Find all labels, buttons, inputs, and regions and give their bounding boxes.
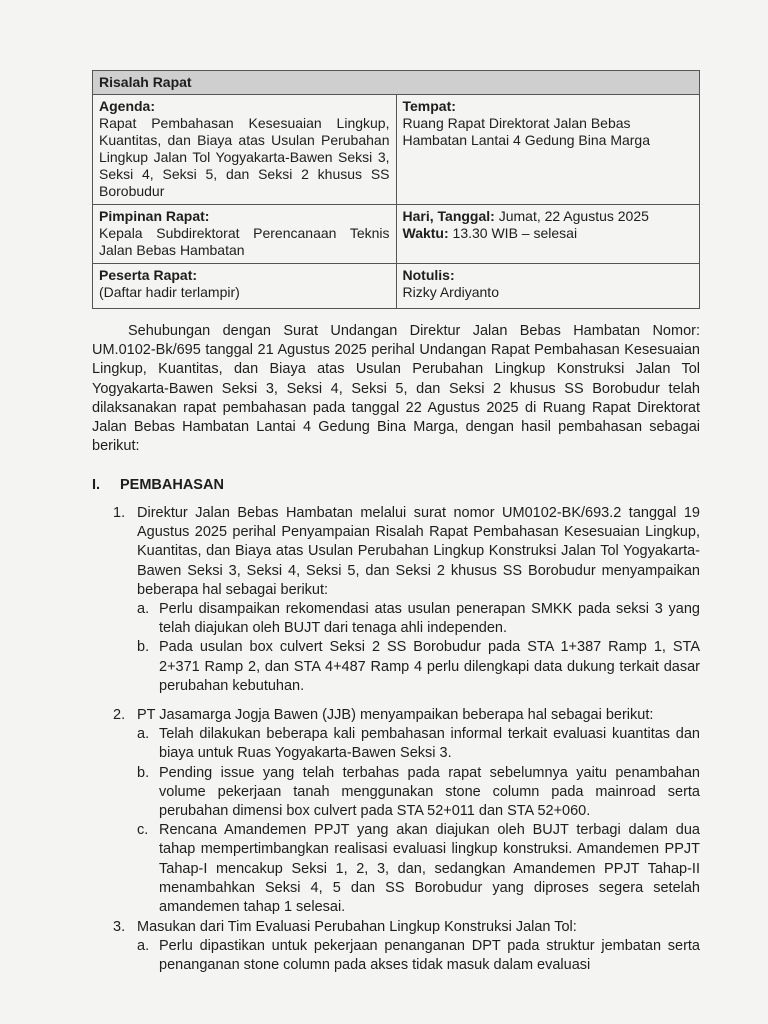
datetime-cell	[396, 205, 700, 264]
sub-item-marker: a.	[137, 726, 150, 743]
minutes-header-table	[92, 70, 700, 309]
time-value: 13.30 WIB – selesai	[452, 225, 578, 241]
notes-label: Notulis:	[402, 267, 455, 283]
agenda-value: Rapat Pembahasan Kesesuaian Lingkup, Kuantitas, dan Biaya atas Usulan Perubahan Lingkup Jalan Tol Yogyakarta-Bawen Seksi 3, Seksi 4, Seksi 5, dan Seksi 2 khusus SS Borobudur	[99, 115, 390, 199]
intro-paragraph: Sehubungan dengan Surat Undangan Direktur Jalan Bebas Hambatan Nomor: UM.0102-Bk/695 tanggal 21 Agustus 2025 perihal Undangan Rapat Pembahasan Kesesuaian Lingkup, Kuantitas, dan Biaya atas Usulan Perubahan Lingkup Konstruksi Jalan Tol Yogyakarta-Bawen Seksi 3, Seksi 4, Seksi 5, dan Seksi 2 khusus SS Borobudur telah dilaksanakan rapat pembahasan pada tanggal 22 Agustus 2025 di Ruang Rapat Direktorat Jalan Bebas Hambatan Lantai 4 Gedung Bina Marga, dengan hasil pembahasan sebagai berikut:	[92, 323, 700, 455]
sub-item-text: Perlu disampaikan rekomendasi atas usulan penerapan SMKK pada seksi 3 yang telah diajukan oleh BUJT dari tenaga ahli independen.	[159, 601, 700, 637]
sub-item-text: Pada usulan box culvert Seksi 2 SS Borobudur pada STA 1+387 Ramp 1, STA 2+371 Ramp 2, dan STA 4+487 Ramp 4 perlu dilengkapi data dukung terkait dasar perubahan kebutuhan.	[159, 639, 700, 694]
list-item	[113, 706, 700, 917]
time-label: Waktu:	[402, 225, 449, 241]
section-number: I.	[92, 477, 101, 493]
chair-label: Pimpinan Rapat:	[99, 208, 210, 224]
chair-cell	[93, 205, 397, 264]
date-value: Jumat, 22 Agustus 2025	[498, 208, 649, 224]
notes-value: Rizky Ardiyanto	[402, 284, 499, 300]
item-text: Masukan dari Tim Evaluasi Perubahan Lingkup Konstruksi Jalan Tol:	[137, 919, 577, 935]
date-label: Hari, Tanggal:	[402, 208, 495, 224]
place-label: Tempat:	[402, 98, 456, 114]
sub-item-text: Pending issue yang telah terbahas pada rapat sebelumnya yaitu penambahan volume pekerjaan tanah menggunakan stone column pada mainroad serta perubahan dimensi box culvert pada STA 52+011 dan STA 52+060.	[159, 764, 700, 820]
notes-cell	[396, 264, 700, 309]
section-heading	[92, 476, 224, 495]
participants-cell	[93, 264, 397, 309]
chair-value: Kepala Subdirektorat Perencanaan Teknis Jalan Bebas Hambatan	[99, 225, 390, 258]
sub-item-marker: b.	[137, 764, 150, 781]
sub-item-text: Telah dilakukan beberapa kali pembahasan informal terkait evaluasi kuantitas dan biaya untuk Ruas Yogyakarta-Bawen Seksi 3.	[159, 726, 700, 762]
participants-value: (Daftar hadir terlampir)	[99, 284, 240, 300]
sub-item-text: Perlu dipastikan untuk pekerjaan penanganan DPT pada struktur jembatan serta penanganan stone column pada akses tidak masuk dalam evaluasi	[159, 938, 700, 974]
section-title: PEMBAHASAN	[120, 477, 224, 493]
sub-item-marker: a.	[137, 601, 150, 618]
sub-item-marker: c.	[137, 822, 149, 839]
item-marker: 3.	[113, 919, 126, 935]
table-title: Risalah Rapat	[93, 71, 700, 95]
sub-item-marker: a.	[137, 938, 150, 955]
place-value: Ruang Rapat Direktorat Jalan Bebas Hambatan Lantai 4 Gedung Bina Marga	[402, 115, 650, 148]
item-text: PT Jasamarga Jogja Bawen (JJB) menyampaikan beberapa hal sebagai berikut:	[137, 707, 654, 723]
item-text: Direktur Jalan Bebas Hambatan melalui surat nomor UM0102-BK/693.2 tanggal 19 Agustus 2025 perihal Penyampaian Risalah Rapat Pembahasan Kesesuaian Lingkup, Kuantitas, dan Biaya atas Usulan Perubahan Lingkup Konstruksi Jalan Tol Yogyakarta-Bawen Seksi 3, Seksi 4, Seksi 5, dan Seksi 2 khusus SS Borobudur menyampaikan beberapa hal sebagai berikut:	[137, 505, 700, 598]
sub-item-marker: b.	[137, 639, 150, 656]
item-marker: 1.	[113, 505, 126, 521]
item-marker: 2.	[113, 707, 126, 723]
sub-item-text: Rencana Amandemen PPJT yang akan diajukan oleh BUJT terbagi dalam dua tahap mempertimbangkan realisasi evaluasi lingkup konstruksi. Amandemen PPJT Tahap-I mencakup Seksi 1, 2, 3, dan, sedangkan Amandemen PPJT Tahap-II menambahkan Seksi 4, 5 dan SS Borobudur yang diproses segera setelah amandemen tahap 1 selesai.	[159, 822, 700, 916]
place-cell	[396, 95, 700, 205]
list-item	[113, 918, 700, 976]
list-item	[113, 504, 700, 696]
participants-label: Peserta Rapat:	[99, 267, 198, 283]
agenda-label: Agenda:	[99, 98, 155, 114]
agenda-cell	[93, 95, 397, 205]
